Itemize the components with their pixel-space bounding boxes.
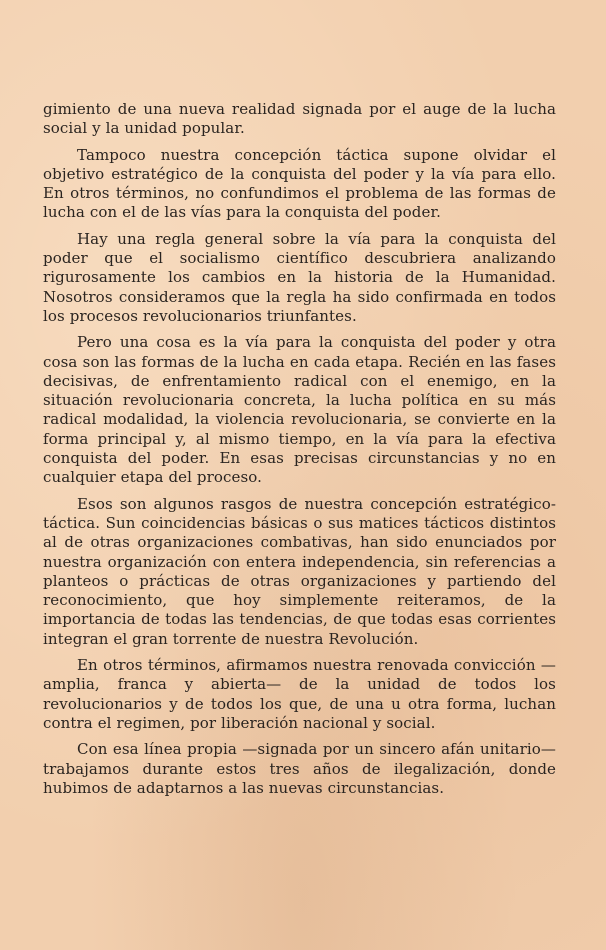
paragraph-6: En otros términos, afirmamos nuestra renovada convicción —amplia, franca y abierta— de la unidad de todos los revolucionarios y de todos los que, de una u otra forma, luchan contra el regimen, por liberación nacional y social. — [43, 656, 556, 732]
document-page — [43, 100, 556, 805]
paragraph-7: Con esa línea propia —signada por un sincero afán unitario— trabajamos durante estos tres años de ilegalización, donde hubimos de adaptarnos a las nuevas circunstancias. — [43, 740, 556, 797]
paragraph-5: Esos son algunos rasgos de nuestra concepción estratégico-táctica. Sun coincidencias básicas o sus matices tácticos distintos al de otras organizaciones combativas, han sido enunciados por nuestra organización con entera independencia, sin referencias a planteos o prácticas de otras organizaciones y partiendo del reconocimiento, que hoy simplemente reiteramos, de la importancia de todas las tendencias, de que todas esas corrientes integran el gran torrente de nuestra Revolución. — [43, 494, 556, 648]
paragraph-4: Pero una cosa es la vía para la conquista del poder y otra cosa son las formas de la lucha en cada etapa. Recién en las fases decisivas, de enfrentamiento radical con el enemigo, en la situación revolucionaria concreta, la lucha política en su más radical modalidad, la violencia revolucionaria, se convierte en la forma principal y, al mismo tiempo, en la vía para la efectiva conquista del poder. En esas precisas circunstancias y no en cualquier etapa del proceso. — [43, 333, 556, 487]
paragraph-1: gimiento de una nueva realidad signada por el auge de la lucha social y la unidad popular. — [43, 100, 556, 138]
paragraph-3: Hay una regla general sobre la vía para la conquista del poder que el socialismo científico descubriera analizando rigurosamente los cambios en la historia de la Humanidad. Nosotros consideramos que la regla ha sido confirmada en todos los procesos revolucionarios triunfantes. — [43, 229, 556, 325]
paragraph-2: Tampoco nuestra concepción táctica supone olvidar el objetivo estratégico de la conquista del poder y la vía para ello. En otros términos, no confundimos el problema de las formas de lucha con el de las vías para la conquista del poder. — [43, 145, 556, 222]
